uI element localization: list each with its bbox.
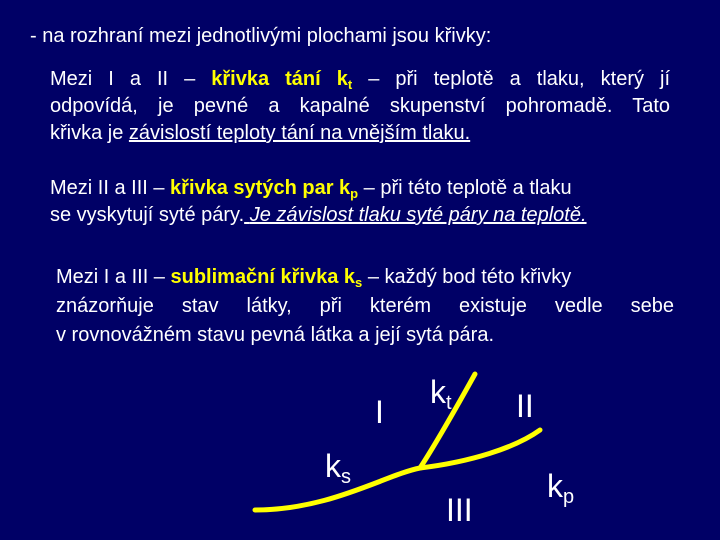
region-label-solid [375, 394, 384, 430]
label-kp [547, 468, 575, 508]
p2-line1-rest: – při této teplotě a tlaku [358, 177, 572, 199]
heading-text: - na rozhraní mezi jednotlivými plochami jsou křivky: [30, 25, 492, 47]
p1-term-text: křivka tání k [211, 68, 348, 90]
p3-line3-text: v rovnovážném stavu pevná látka a její sytá pára. [56, 324, 495, 346]
p2-prefix: Mezi II a III – [50, 177, 171, 199]
region-label-liquid [516, 388, 534, 424]
p2-term-text: křivka sytých par k [170, 177, 351, 199]
region-label-gas [446, 492, 473, 528]
p1-line2-text: odpovídá, je pevné a kapalné skupenství pohromadě. Tato [50, 95, 670, 117]
p1-line3-underlined: závislostí teploty tání na vnějším tlaku. [128, 122, 471, 144]
region2-text: II [516, 388, 534, 424]
region3-text: III [446, 492, 473, 528]
p2-term-sub: p [350, 186, 359, 201]
p1-prefix: Mezi I a II – [50, 68, 212, 90]
kt-text: k [430, 374, 446, 410]
p3-term-text: sublimační křivka k [170, 266, 356, 288]
ks-text: k [325, 448, 341, 484]
kp-sub: p [563, 486, 575, 508]
p3-prefix: Mezi I a III – [56, 266, 171, 288]
kt-sub: t [446, 392, 452, 414]
p2-line2-underlined: Je závislost tlaku syté páry na teplotě. [249, 204, 587, 226]
kp-text: k [547, 468, 563, 504]
p1-line3-prefix: křivka je [50, 122, 129, 144]
p3-line1-rest: – každý bod této křivky [362, 266, 572, 288]
p1-line1-rest: – při teplotě a tlaku, který jí [352, 68, 670, 90]
p3-term-sub: s [355, 275, 363, 290]
p3-line2-text: znázorňuje stav látky, při kterém existuje vedle sebe [56, 295, 674, 317]
ks-sub: s [341, 466, 351, 488]
p1-term-sub: t [347, 77, 353, 92]
region1-text: I [375, 394, 384, 430]
label-kt [430, 374, 452, 414]
p2-line2-prefix: se vyskytují syté páry. [50, 204, 245, 226]
label-ks [325, 448, 351, 488]
